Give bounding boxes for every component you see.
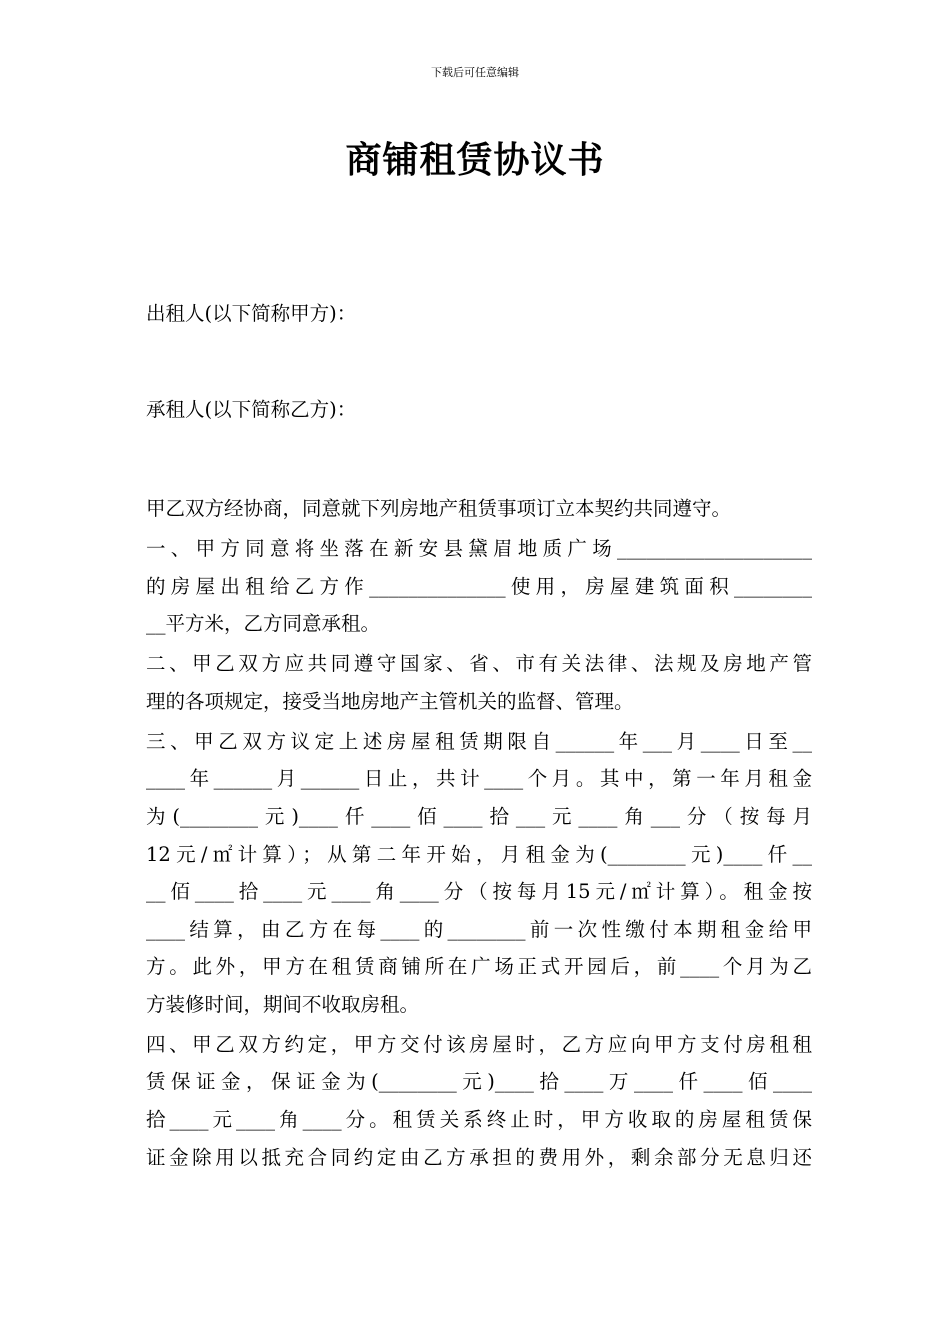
text-line: 二、甲乙双方应共同遵守国家、省、市有关法律、法规及房地产管 <box>146 652 812 676</box>
paragraph-clause-4 <box>146 1026 812 1176</box>
text-line: 为(________元)____仟____佰____拾___元____角___分（按每月 <box>146 804 812 828</box>
text-line: 证金除用以抵充合同约定由乙方承担的费用外，剩余部分无息归还 <box>146 1145 812 1169</box>
text-line: 拾____元____角____分。租赁关系终止时，甲方收取的房屋租赁保 <box>146 1108 812 1132</box>
text-line: 的房屋出租给乙方作______________使用，房屋建筑面积________ <box>146 574 812 598</box>
paragraph-clause-2 <box>146 645 812 720</box>
text-line: 赁保证金，保证金为(________元)____拾____万____仟____佰____ <box>146 1070 812 1094</box>
text-line: 一、甲方同意将坐落在新安县黛眉地质广场____________________ <box>146 536 812 560</box>
header-note: 下载后可任意编辑 <box>431 66 519 79</box>
document-title: 商铺租赁协议书 <box>345 140 605 181</box>
text-line: 方。此外，甲方在租赁商铺所在广场正式开园后，前____个月为乙 <box>146 955 812 979</box>
lessor-label: 出租人(以下简称甲方)： <box>146 302 357 325</box>
text-line: __佰____拾____元____角____分（按每月15元/㎡计算）。租金按 <box>146 880 812 904</box>
contract-body <box>146 490 812 1179</box>
text-line: 甲乙双方经协商，同意就下列房地产租赁事项订立本契约共同遵守。 <box>146 497 732 520</box>
paragraph-clause-1 <box>146 530 812 643</box>
text-line: 12元/㎡计算）；从第二年开始，月租金为(________元)____仟__ <box>146 842 812 866</box>
paragraph-intro <box>146 490 812 528</box>
text-line: 理的各项规定，接受当地房地产主管机关的监督、管理。 <box>146 689 634 713</box>
text-line: 三、甲乙双方议定上述房屋租赁期限自______年___月____日至__ <box>146 729 812 753</box>
text-line: ____结算，由乙方在每____的________前一次性缴付本期租金给甲 <box>146 917 812 941</box>
text-line: ____年______月______日止，共计____个月。其中，第一年月租金 <box>146 767 812 791</box>
text-line: __平方米，乙方同意承租。 <box>146 612 381 636</box>
paragraph-clause-3 <box>146 723 812 1024</box>
text-line: 四、甲乙双方约定，甲方交付该房屋时，乙方应向甲方支付房租租 <box>146 1032 812 1056</box>
lessee-label: 承租人(以下简称乙方)： <box>146 398 357 421</box>
text-line: 方装修时间，期间不收取房租。 <box>146 992 420 1016</box>
